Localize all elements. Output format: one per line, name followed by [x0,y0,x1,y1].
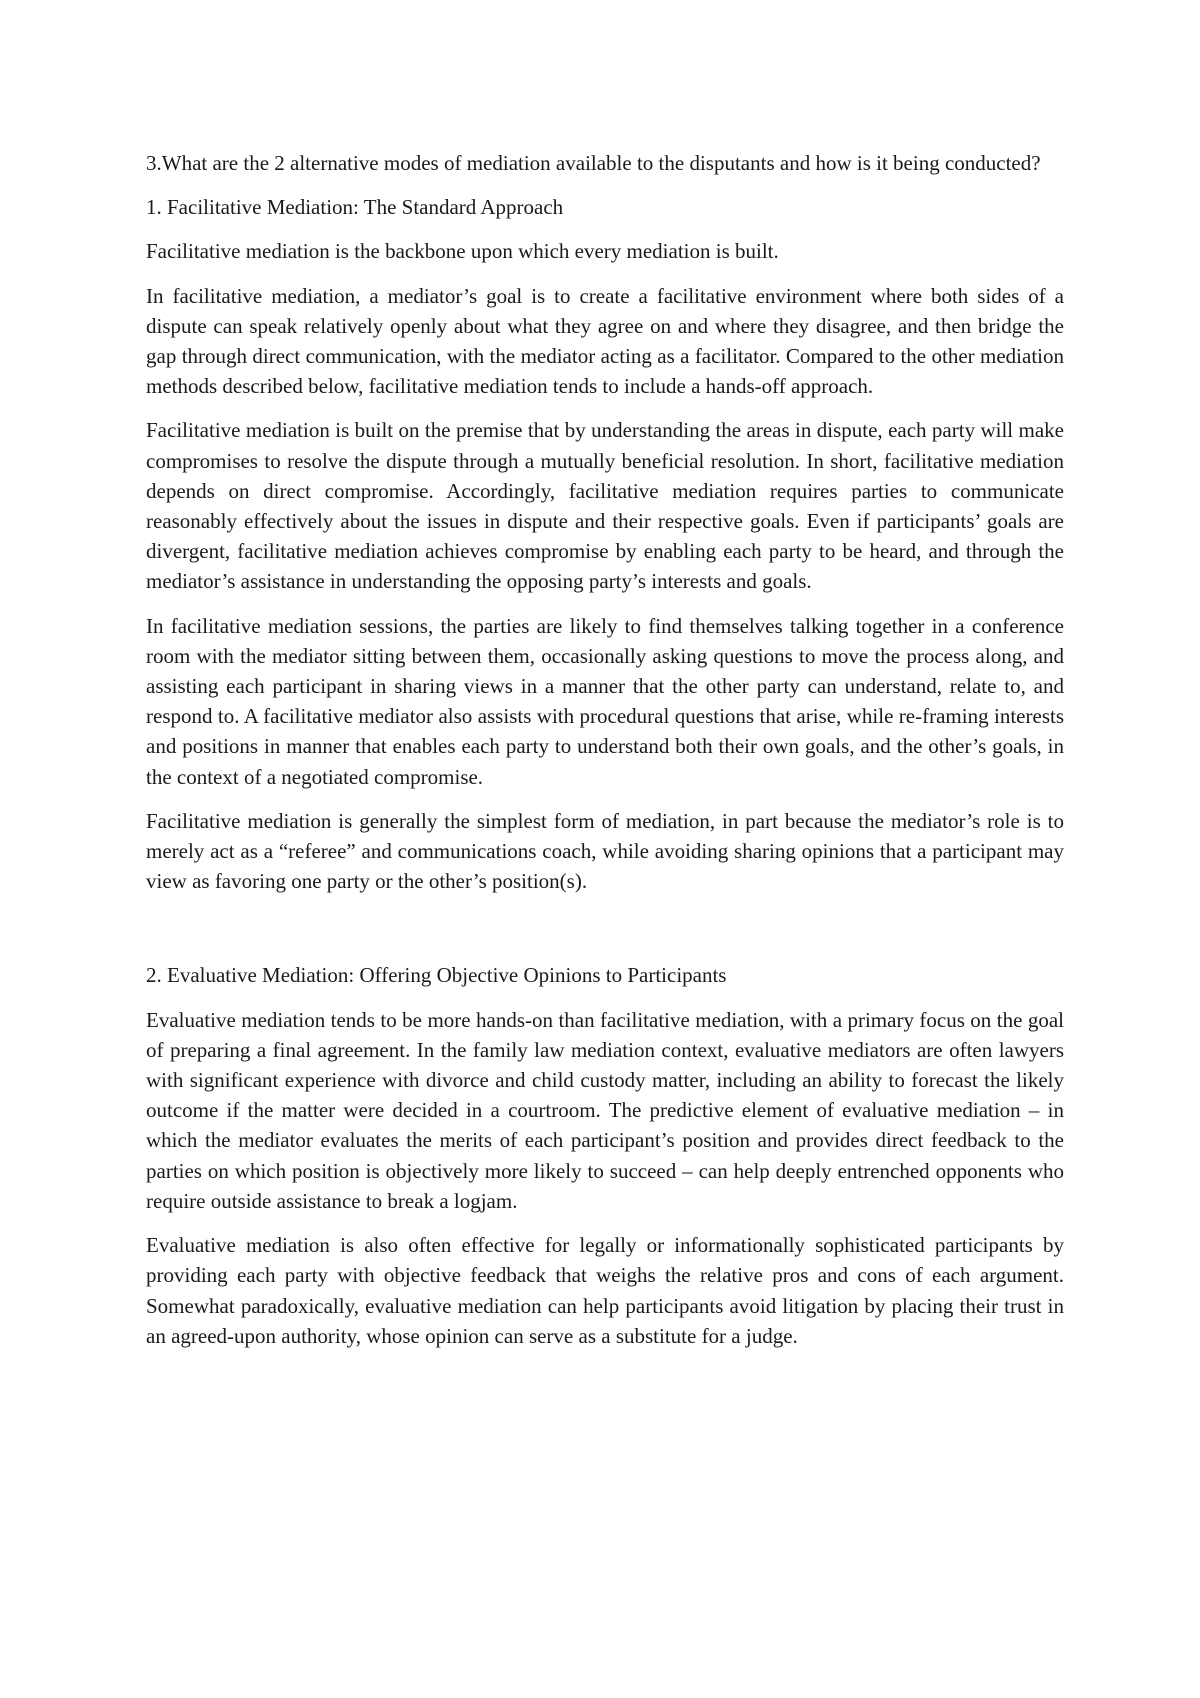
paragraph: Facilitative mediation is generally the simplest form of mediation, in part because the mediator’s role is to merely act as a “referee” and communications coach, while avoiding sharing opinions that a participant may view as favoring one party or the other’s position(s). [146,808,1064,894]
paragraph: Facilitative mediation is built on the premise that by understanding the areas in dispute, each party will make compromises to resolve the dispute through a mutually beneficial resolution. In short, facilitative mediation depends on direct compromise. Accordingly, facilitative mediation requires parties to communicate reasonably effectively about the issues in dispute and their respective goals. Even if participants’ goals are divergent, facilitative mediation achieves compromise by enabling each party to be heard, and through the mediator’s assistance in understanding the opposing party’s interests and goals. [146,418,1064,594]
section-facilitative [146,192,1064,896]
paragraph: In facilitative mediation, a mediator’s goal is to create a facilitative environment where both sides of a dispute can speak relatively openly about what they agree on and where they disagree, and then bridge the gap through direct communication, with the mediator acting as a facilitator. Compared to the other mediation methods described below, facilitative mediation tends to include a hands-off approach. [146,283,1064,399]
section-heading: 2. Evaluative Mediation: Offering Objective Opinions to Participants [146,963,727,988]
section-heading: 1. Facilitative Mediation: The Standard Approach [146,195,564,220]
section-spacer [146,910,1064,960]
question-text: 3.What are the 2 alternative modes of mediation available to the disputants and how is it being conducted? [146,151,1041,175]
paragraph: In facilitative mediation sessions, the parties are likely to find themselves talking together in a conference room with the mediator sitting between them, occasionally asking questions to move the process along, and assisting each participant in sharing views in a manner that the other party can understand, relate to, and respond to. A facilitative mediator also assists with procedural questions that arise, while re-framing interests and positions in manner that enables each party to understand both their own goals, and the other’s goals, in the context of a negotiated compromise. [146,613,1064,789]
document-page [146,148,1064,1365]
section-evaluative [146,960,1064,1350]
paragraph: Evaluative mediation tends to be more hands-on than facilitative mediation, with a primary focus on the goal of preparing a final agreement. In the family law mediation context, evaluative mediators are often lawyers with significant experience with divorce and child custody matter, including an ability to forecast the likely outcome if the matter were decided in a courtroom. The predictive element of evaluative mediation – in which the mediator evaluates the merits of each participant’s position and provides direct feedback to the parties on which position is objectively more likely to succeed – can help deeply entrenched opponents who require outside assistance to break a logjam. [146,1007,1064,1213]
paragraph: Evaluative mediation is also often effective for legally or informationally sophisticated participants by providing each party with objective feedback that weighs the relative pros and cons of each argument. Somewhat paradoxically, evaluative mediation can help participants avoid litigation by placing their trust in an agreed-upon authority, whose opinion can serve as a substitute for a judge. [146,1233,1064,1348]
paragraph: Facilitative mediation is the backbone upon which every mediation is built. [146,239,779,264]
